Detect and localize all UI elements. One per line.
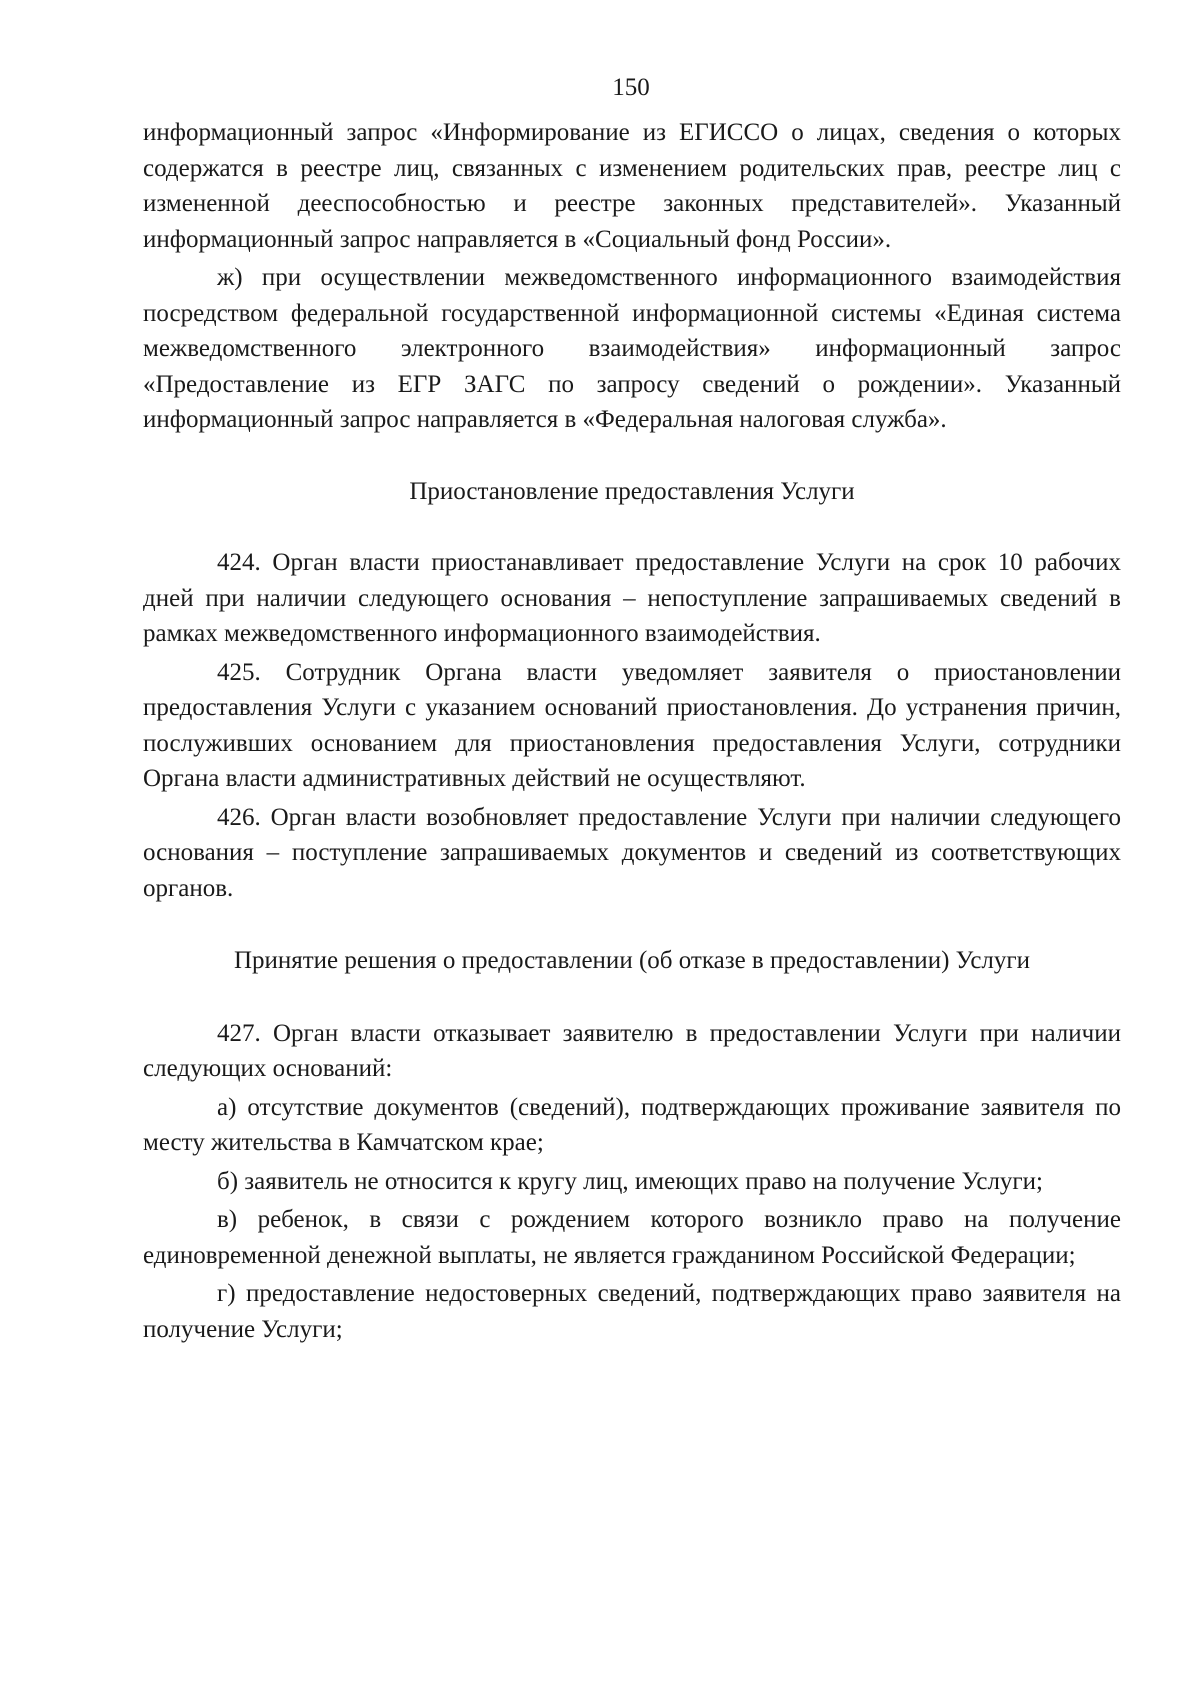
paragraph-424: 424. Орган власти приостанавливает предоставление Услуги на срок 10 рабочих дней при наличии следующего основания – непоступление запрашиваемых сведений в рамках межведомственного информационного взаимодействия.: [143, 549, 1121, 647]
paragraph-427: 427. Орган власти отказывает заявителю в предоставлении Услуги при наличии следующих оснований:: [143, 1019, 1121, 1082]
paragraph-item-zh: ж) при осуществлении межведомственного информационного взаимодействия посредством федеральной государственной информационной системы «Единая система межведомственного электронного взаимодействия» информационный запрос «Предоставление из ЕГР ЗАГС по запросу сведений о рождении». Указанный информационный запрос направляется в «Федеральная налоговая служба».: [143, 264, 1121, 433]
document-body: [143, 115, 1121, 1347]
paragraph-egisso-request: информационный запрос «Информирование из ЕГИССО о лицах, сведения о которых содержатся в реестре лиц, связанных с изменением родительских прав, реестре лиц с измененной дееспособностью и реестре законных представителей». Указанный информационный запрос направляется в «Социальный фонд России».: [143, 119, 1121, 253]
section-heading-suspension: Приостановление предоставления Услуги: [409, 477, 855, 505]
section-heading-decision: Принятие решения о предоставлении (об отказе в предоставлении) Услуги: [233, 947, 1031, 974]
paragraph-427-item-a: а) отсутствие документов (сведений), подтверждающих проживание заявителя по месту жительства в Камчатском крае;: [143, 1093, 1121, 1156]
paragraph-427-item-g: г) предоставление недостоверных сведений, подтверждающих право заявителя на получение Услуги;: [143, 1280, 1121, 1343]
paragraph-427-item-b: б) заявитель не относится к кругу лиц, имеющих право на получение Услуги;: [217, 1167, 1044, 1195]
paragraph-427-item-v: в) ребенок, в связи с рождением которого возникло право на получение единовременной денежной выплаты, не является гражданином Российской Федерации;: [143, 1206, 1121, 1269]
paragraph-426: 426. Орган власти возобновляет предоставление Услуги при наличии следующего основания – поступление запрашиваемых документов и сведений из соответствующих органов.: [143, 803, 1121, 902]
page-number: 150: [612, 74, 650, 101]
paragraph-425: 425. Сотрудник Органа власти уведомляет заявителя о приостановлении предоставления Услуги с указанием оснований приостановления. До устранения причин, послуживших основанием для приостановления предоставления Услуги, сотрудники Органа власти административных действий не осуществляют.: [143, 658, 1121, 792]
